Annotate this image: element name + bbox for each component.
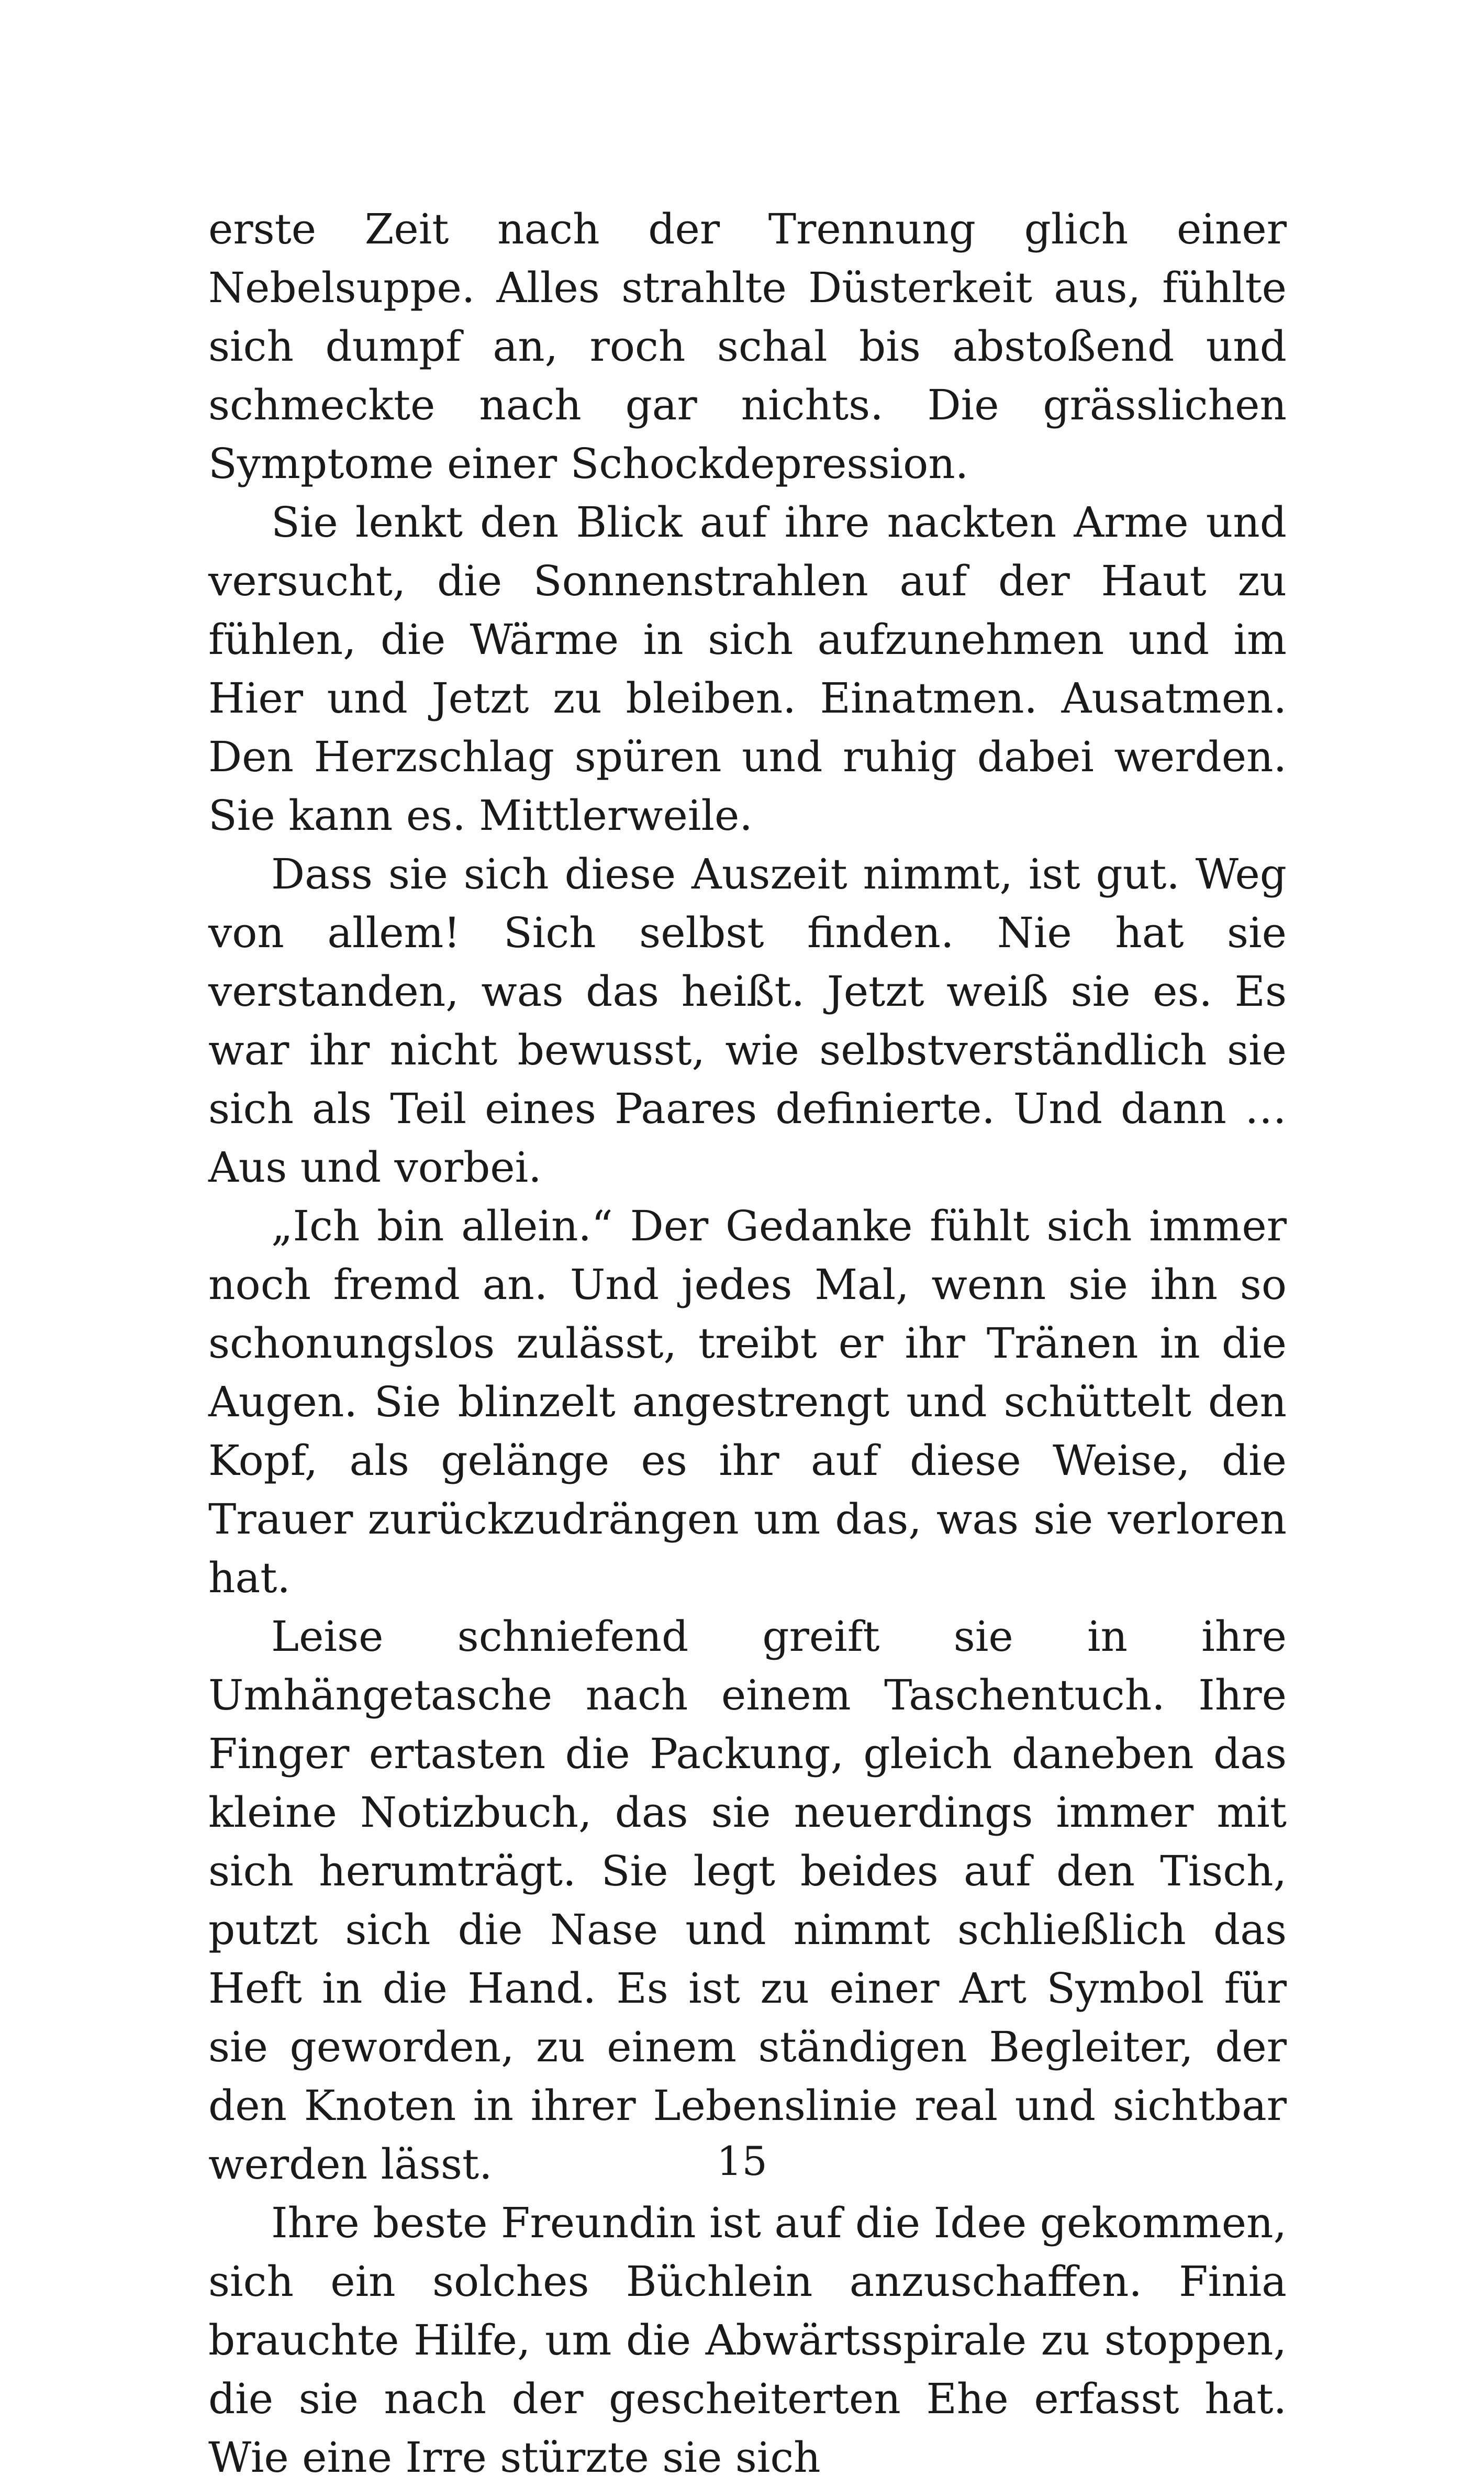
- paragraph-2: Sie lenkt den Blick auf ihre nackten Arme und versucht, die Sonnenstrahlen auf der Haut zu fühlen, die Wärme in sich aufzunehmen und im Hier und Jetzt zu bleiben. Einatmen. Ausatmen. Den Herzschlag spüren und ruhig dabei werden. Sie kann es. Mittlerweile.: [208, 498, 1287, 840]
- paragraph-3: Dass sie sich diese Auszeit nimmt, ist gut. Weg von allem! Sich selbst finden. Nie hat sie verstanden, was das heißt. Jetzt weiß sie es. Es war ihr nicht bewusst, wie selbstverständlich sie sich als Teil eines Paares definierte. Und dann … Aus und vorbei.: [208, 850, 1287, 1192]
- page-number: 15: [717, 2138, 767, 2184]
- paragraph-1: erste Zeit nach der Trennung glich einer Nebelsuppe. Alles strahlte Düsterkeit aus, fühlte sich dumpf an, roch schal bis abstoßend und schmeckte nach gar nichts. Die grässlichen Symptome einer Schockdepression.: [208, 205, 1287, 488]
- paragraph-4: „Ich bin allein.“ Der Gedanke fühlt sich immer noch fremd an. Und jedes Mal, wenn sie ihn so schonungslos zulässt, treibt er ihr Tränen in die Augen. Sie blinzelt angestrengt und schüttelt den Kopf, als gelänge es ihr auf diese Weise, die Trauer zurückzudrängen um das, was sie verloren hat.: [208, 1202, 1287, 1602]
- paragraph-5: Leise schniefend greift sie in ihre Umhängetasche nach einem Taschentuch. Ihre Finger ertasten die Packung, gleich daneben das kleine Notizbuch, das sie neuerdings immer mit sich herumträgt. Sie legt beides auf den Tisch, putzt sich die Nase und nimmt schließlich das Heft in die Hand. Es ist zu einer Art Symbol für sie geworden, zu einem ständigen Begleiter, der den Knoten in ihrer Lebenslinie real und sichtbar werden lässt.: [208, 1612, 1287, 2189]
- paragraph-6: Ihre beste Freundin ist auf die Idee gekommen, sich ein solches Büchlein anzuschaffen. Finia brauchte Hilfe, um die Abwärtsspirale zu stoppen, die sie nach der gescheiterten Ehe erfasst hat. Wie eine Irre stürzte sie sich: [208, 2199, 1287, 2482]
